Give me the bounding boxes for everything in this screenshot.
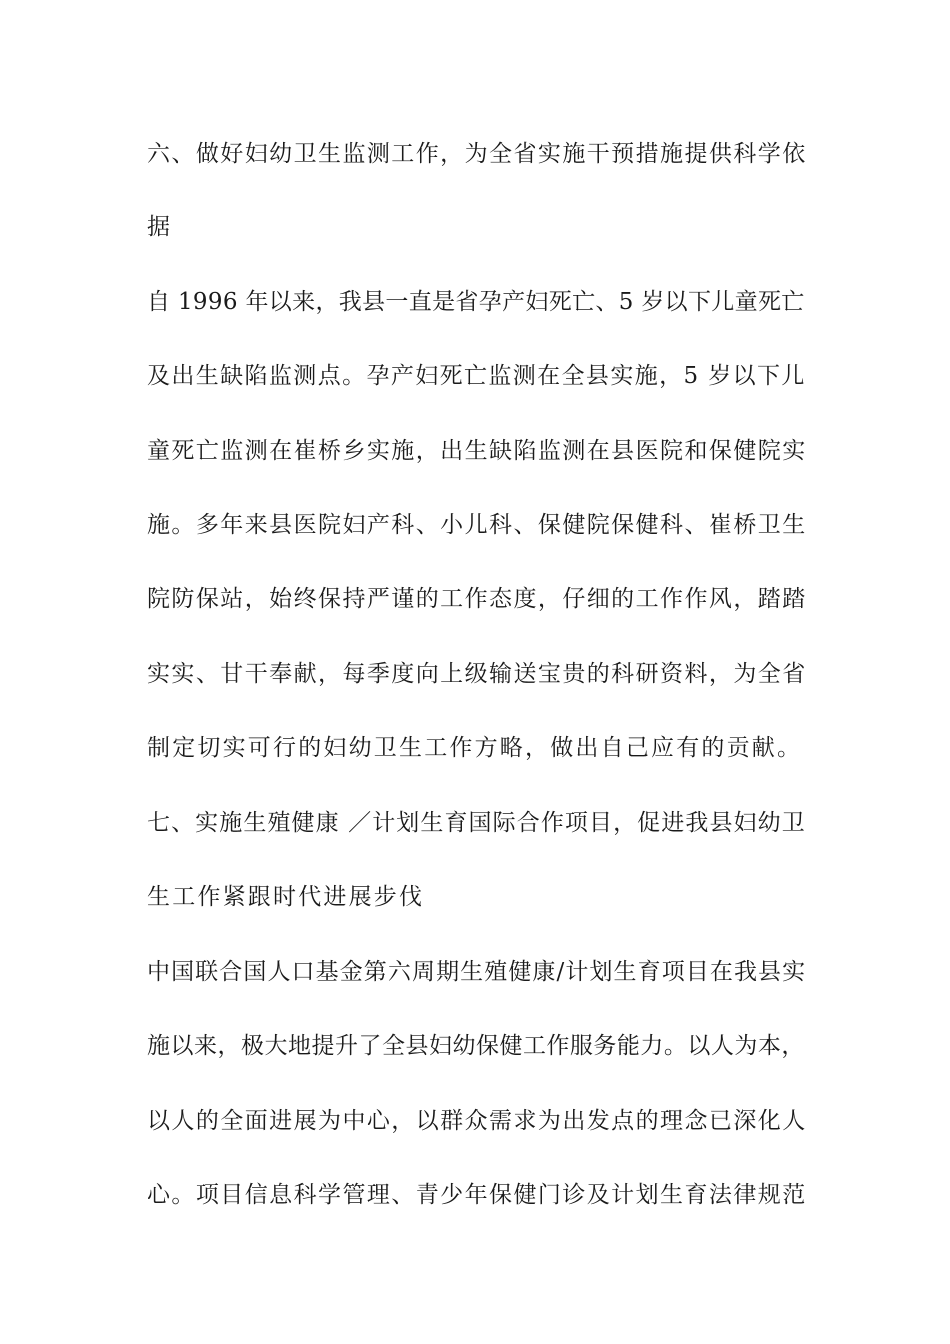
section-heading-7-continued: 生工作紧跟时代进展步伐 <box>147 884 425 910</box>
paragraph-line: 施以来，极大地提升了全县妇幼保健工作服务能力。以人为本， <box>147 1033 805 1059</box>
paragraph-line: 心。项目信息科学管理、青少年保健门诊及计划生育法律规范 <box>147 1182 807 1208</box>
section-heading-6-continued: 据 <box>147 214 173 240</box>
paragraph-line: 以人的全面进展为中心，以群众需求为出发点的理念已深化人 <box>147 1108 807 1134</box>
paragraph-line: 童死亡监测在崔桥乡实施，出生缺陷监测在县医院和保健院实 <box>147 438 807 464</box>
paragraph-line: 制定切实可行的妇幼卫生工作方略，做出自己应有的贡献。 <box>147 735 803 761</box>
paragraph-line: 及出生缺陷监测点。孕产妇死亡监测在全县实施，5 岁以下儿 <box>147 363 806 389</box>
paragraph-line: 院防保站，始终保持严谨的工作态度，仔细的工作作风，踏踏 <box>147 586 807 612</box>
paragraph-line: 自 1996 年以来，我县一直是省孕产妇死亡、5 岁以下儿童死亡 <box>147 289 805 315</box>
paragraph-line: 施。多年来县医院妇产科、小儿科、保健院保健科、崔桥卫生 <box>147 512 807 538</box>
paragraph-line: 实实、甘干奉献，每季度向上级输送宝贵的科研资料，为全省 <box>147 661 807 687</box>
section-heading-6: 六、做好妇幼卫生监测工作，为全省实施干预措施提供科学依 <box>147 141 807 167</box>
section-heading-7: 七、实施生殖健康 ／计划生育国际合作项目，促进我县妇幼卫 <box>147 810 806 836</box>
paragraph-line: 中国联合国人口基金第六周期生殖健康/计划生育项目在我县实 <box>147 959 807 985</box>
